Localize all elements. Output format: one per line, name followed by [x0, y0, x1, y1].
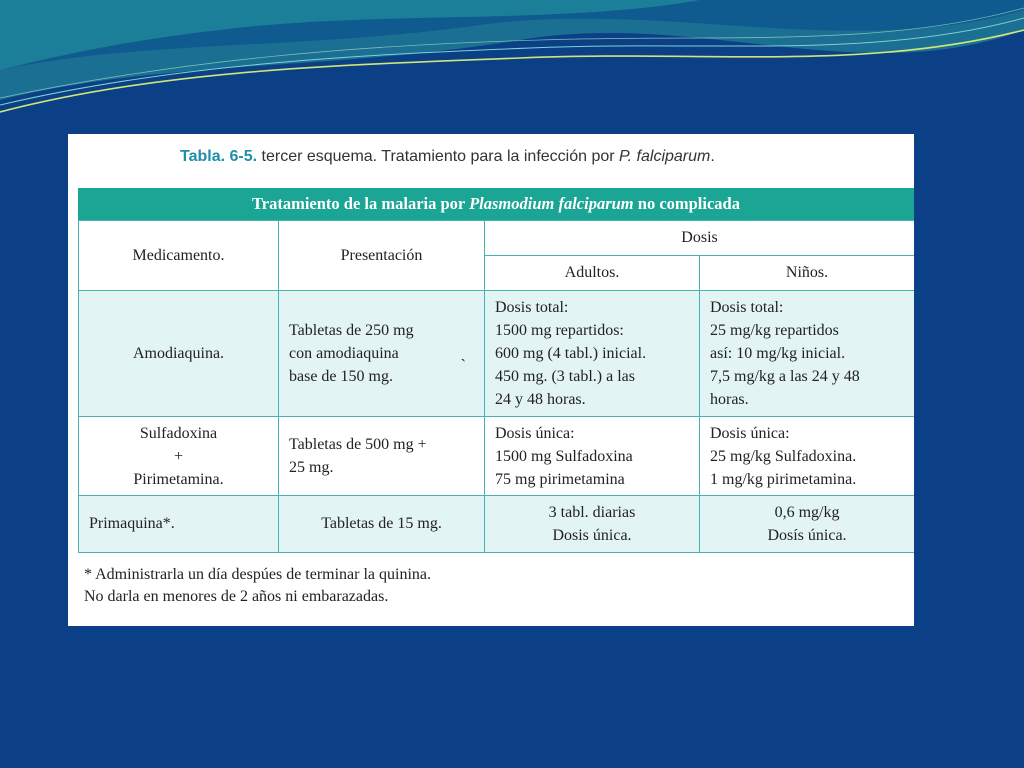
caption-text: tercer esquema. Tratamiento para la infección por — [261, 148, 615, 165]
header-children: Niños. — [700, 256, 915, 291]
drug-cell: Sulfadoxina + Pirimetamina. — [79, 417, 279, 496]
caption-organism: P. falciparum — [619, 148, 711, 165]
treatment-table — [78, 220, 914, 553]
table-row — [79, 291, 915, 417]
caption-number: Tabla. 6-5. — [180, 148, 258, 165]
footnote-line: No darla en menores de 2 años ni embarazadas. — [84, 588, 389, 605]
table-row — [79, 417, 915, 496]
adult-dose-cell: Dosis total: 1500 mg repartidos: 600 mg (4 tabl.) inicial. 450 mg. (3 tabl.) a las 24 y 48 horas. — [485, 291, 700, 417]
presentation-cell: Tabletas de 15 mg. — [279, 496, 485, 553]
header-presentation: Presentación — [279, 221, 485, 291]
presentation-cell: Tabletas de 500 mg + 25 mg. — [279, 417, 485, 496]
header-adults: Adultos. — [485, 256, 700, 291]
stray-mark: ` — [460, 357, 466, 374]
table-row — [79, 496, 915, 553]
table-image — [68, 134, 914, 626]
presentation-text: Tabletas de 250 mg con amodiaquina base de 150 mg. — [289, 322, 414, 385]
child-dose-cell: Dosis única: 25 mg/kg Sulfadoxina. 1 mg/kg pirimetamina. — [700, 417, 915, 496]
table-banner — [78, 188, 914, 220]
child-dose-cell: 0,6 mg/kg Dosís única. — [700, 496, 915, 553]
footnote-line: * Administrarla un día despúes de terminar la quinina. — [84, 566, 432, 583]
child-dose-cell: Dosis total: 25 mg/kg repartidos así: 10 mg/kg inicial. 7,5 mg/kg a las 24 y 48 horas. — [700, 291, 915, 417]
drug-cell: Amodiaquina. — [79, 291, 279, 417]
presentation-cell — [279, 291, 485, 417]
header-drug: Medicamento. — [79, 221, 279, 291]
banner-suffix: no complicada — [637, 194, 740, 213]
adult-dose-cell: 3 tabl. diarias Dosis única. — [485, 496, 700, 553]
table-footnotes — [84, 564, 431, 608]
adult-dose-cell: Dosis única: 1500 mg Sulfadoxina 75 mg pirimetamina — [485, 417, 700, 496]
header-row — [79, 221, 915, 256]
banner-prefix: Tratamiento de la malaria por — [252, 194, 465, 213]
caption-end: . — [710, 148, 715, 165]
drug-cell: Primaquina*. — [79, 496, 279, 553]
table-caption — [180, 148, 715, 166]
banner-organism: Plasmodium falciparum — [469, 194, 634, 213]
header-dose: Dosis — [485, 221, 915, 256]
decorative-waves — [0, 0, 1024, 130]
